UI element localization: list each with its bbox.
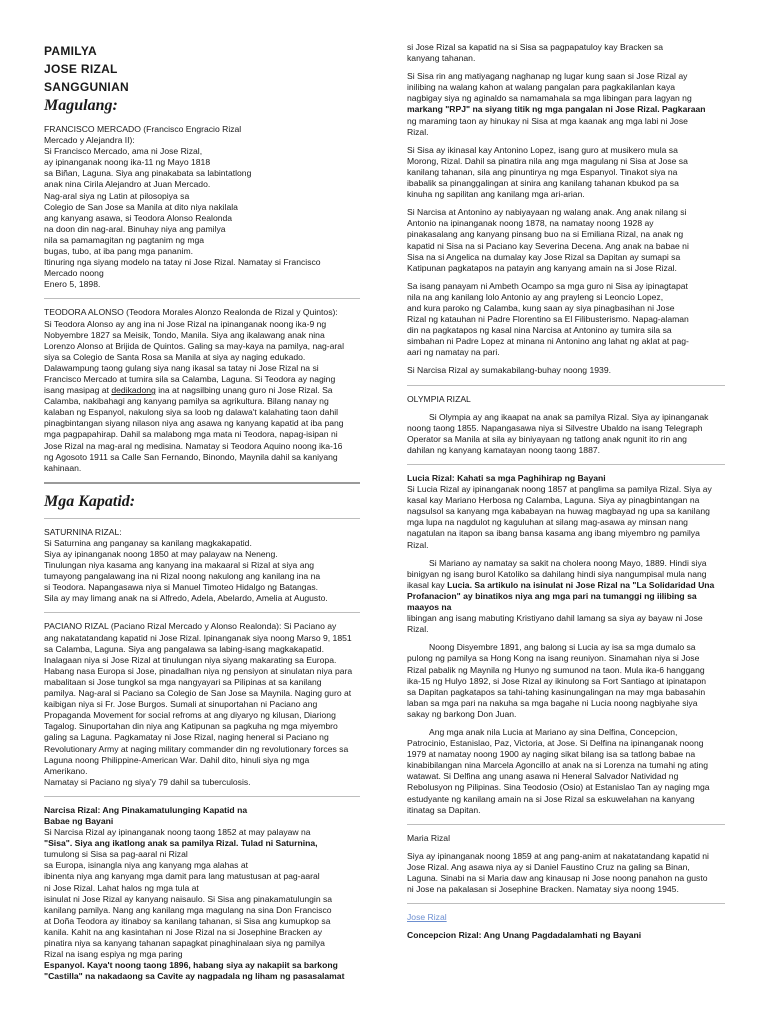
teodora-paragraph xyxy=(44,307,360,473)
divider xyxy=(407,385,725,386)
francisco-paragraph: FRANCISCO MERCADO (Francisco Engracio Rizal Mercado y Alejandra II): Si Francisco Mercado, ama ni Jose Rizal, ay ipinanganak noong ika-11 ng Mayo 1818 sa Biñan, Laguna. Siya ang pinakabata sa labintatlong anak nina Cirila Alejandro at Juan Mercado. Nag-aral siya ng Latin at pilosopiya sa Colegio de San Jose sa Manila at dito niya nakilala ang kanyang asawa, si Teodora Alonso Realonda na doon din nag-aral. Binuhay niya ang pamilya nila sa pamamagitan ng pagtanim ng mga bugas, tubo, at iba pang mga pananim. Itinuring nga siyang modelo na tatay ni Jose Rizal. Namatay si Francisco Mercado noong Enero 5, 1898. xyxy=(44,124,321,290)
sisa-grave-text-2: markang "RPJ" na siyang titik ng mga pangalan ni Jose Rizal. Pagkaraan xyxy=(407,104,706,115)
narcisa-paragraph xyxy=(44,827,360,982)
title-line-2: JOSE RIZAL xyxy=(44,62,118,76)
magulang-heading: Magulang: xyxy=(44,97,118,114)
title-line-3: SANGGUNIAN xyxy=(44,80,130,94)
olympia-paragraph: Si Olympia ay ang ikaapat na anak sa pamilya Rizal. Siya ay ipinanganak noong taong 1855. Napangasawa niya si Silvestre Ubaldo na isang Telegraph Operator sa Manila at sila ay biniyayaan ng tatlong anak ngunit ito rin ang dahilan ng kanyang kamatayan noong taong 1887. xyxy=(407,411,709,455)
divider xyxy=(44,482,360,484)
kapatid-heading: Mga Kapatid: xyxy=(44,492,136,510)
jose-rizal-link[interactable]: Jose Rizal xyxy=(407,912,447,923)
lucia-later-paragraph: Noong Disyembre 1891, ang balong si Lucia ay isa sa mga dumalo sa pulong ng pamilya sa Hong Kong na isang reuniyon. Sinamahan niya si Jose Rizal pabalik ng Maynila ng Hunyo ng sumunod na taon. Mula ika-6 hanggang ika-15 ng Hulyo 1892, si Jose Rizal ay ikinulong sa Fort Santiago at ipinatapon sa Dapitan pagkatapos sa tahi-tahing kasinungalingan na may mga babasahin laban sa mga pari na nakuha sa mga bagahe ni Lucia noong nagbiyahe siya sakay ng barkong Don Juan. xyxy=(407,642,707,719)
lucia-title: Lucia Rizal: Kahati sa mga Paghihirap ng Bayani xyxy=(407,473,606,483)
divider xyxy=(44,298,360,299)
teodora-text-1: TEODORA ALONSO (Teodora Morales Alonzo Realonda de Rizal y Quintos): Si Teodora Alonso ay ang ina ni Jose Rizal na ipinanganak noong ika-9 ng Nobyembre 1827 sa Meisik, Tondo, Manila. Siya ang ikalawang anak nina Lorenzo Alonso at Brijida de Quintos. Galing sa may-kaya na pamilya, nag-aral siya sa Colegio de Santa Rosa sa Manila at siya ay naging edukado. Dalawampung taong gulang siya nang ikasal sa tatay ni Jose Rizal na si Francisco Mercado at tumira sila sa Calamba, Laguna. Si Teodora ay naging isang masipag at xyxy=(44,307,344,396)
lucia-children-paragraph: Ang mga anak nila Lucia at Mariano ay sina Delfina, Concepcion, Patrocinio, Estanislao, Paz, Victoria, at Jose. Si Delfina na ipinanganak noong 1979 at namatay noong 1900 ay naging sikat bilang isa sa tatlong babae na kinabibilangan nina Marcela Agoncillo at anak na si Lorenza na tumahi ng ating watawat. Si Delfina ang unang asawa ni Heneral Salvador Natividad ng Rebolusyon ng Pilipinas. Sina Teodosio (Osio) at Estanislao Tan ay naging mga estudyante ng kanilang amain na si Jose Rizal sa eskuwelahan na kanyang itinatag sa Dapitan. xyxy=(407,726,710,815)
divider xyxy=(44,796,360,797)
narcisa-continued: si Jose Rizal sa kapatid na si Sisa sa pagpapatuloy kay Bracken sa kanyang tahanan. xyxy=(407,42,664,64)
narcisa-death: Si Narcisa Rizal ay sumakabilang-buhay noong 1939. xyxy=(407,365,611,376)
sisa-grave-text-1: Si Sisa rin ang matiyagang naghanap ng lugar kung saan si Jose Rizal ay inilibing na walang kahon at walang pangalan para pagkakilanlan kaya nagbigay siya ng aginaldo sa namamahala sa mga libingan para lagyan ng xyxy=(407,71,692,104)
divider xyxy=(407,903,725,904)
concepcion-title: Concepcion Rizal: Ang Unang Pagdadalamhati ng Bayani xyxy=(407,930,642,941)
teodora-underlined-word: dedikadong xyxy=(111,385,156,396)
narcisa-text-3: tumulong si Sisa sa pag-aaral ni Rizal sa Europa, isinangla niya ang kanyang mga alahas at ibinenta niya ang kanyang mga damit para lang matustusan at pag-aaral ni Jose Rizal. Lahat halos ng mga tula at isinulat ni Jose Rizal ay kanyang naisaulo. Si Sisa ang pinakamatulungin sa kanilang pamilya. Nang ang kanilang mga magulang na sina Don Francisco at Doña Teodora ay itinaboy sa kanilang tahanan, si Sisa ang kumupkop sa kanila. Kahit na ang kasintahan ni Jose Rizal na si Josephine Bracken ay pinatira niya sa kanyang tahanan sapagkat pinaghinalaan siya ng pamilya Rizal na isang espiya ng mga paring xyxy=(44,849,333,960)
narcisa-title: Narcisa Rizal: Ang Pinakamatulunging Kapatid na Babae ng Bayani xyxy=(44,804,248,826)
sisa-grave-text-3: ng maraming taon ay hinukay ni Sisa at mga kaanak ang mga labi ni Jose Rizal. xyxy=(407,115,688,137)
saturnina-title: SATURNINA RIZAL: xyxy=(44,526,122,537)
olympia-title: OLYMPIA RIZAL xyxy=(407,393,471,404)
narcisa-text-1: Si Narcisa Rizal ay ipinanganak noong taong 1852 at may palayaw na xyxy=(44,827,311,838)
right-column xyxy=(407,42,725,948)
mariano-text-3: libingan ang isang mabuting Kristiyano dahil lamang sa siya ay bayaw ni Jose Rizal. xyxy=(407,613,703,635)
divider xyxy=(44,518,360,519)
lucia-paragraph: Si Lucia Rizal ay ipinanganak noong 1857 at panglima sa pamilya Rizal. Siya ay kasal kay Mariano Herbosa ng Calamba, Laguna. Siya ay pinagbintangan na nagsulsol sa kanyang mga kababayan na huwag magbayad ng upa sa kanilang mga lupa na nagdulot ng kaguluhan at silang mag-asawa ay minsan nang nagatulan na itapon sa ibang bansa kasama ang ibang miyembro ng pamilya Rizal. xyxy=(407,484,712,550)
mariano-text-2: Lucia. Sa artikulo na isinulat ni Jose Rizal na "La Solidaridad Una Profanacion" ay binatikos niya ang mga pari na tumanggi ng iilibing sa maayos na xyxy=(407,579,715,613)
mariano-text-1: Si Mariano ay namatay sa sakit na cholera noong Mayo, 1889. Hindi siya binigyan ng isang burol Katoliko sa dahilang hindi siya nangumpisal mula nang ikasal kay xyxy=(407,557,707,590)
saturnina-paragraph: Si Saturnina ang panganay sa kanilang magkakapatid. Siya ay ipinanganak noong 1850 at may palayaw na Neneng. Tinulungan niya kasama ang kanyang ina makaaral si Rizal at siya ang tumayong pangalawang ina ni Rizal noong nakulong ang kanilang ina na si Teodora. Napangasawa niya si Manuel Timoteo Hidalgo ng Batangas. Sila ay may limang anak na si Alfredo, Adela, Abelardo, Amelia at Augusto. xyxy=(44,537,328,604)
maria-paragraph: Siya ay ipinanganak noong 1859 at ang pang-anim at nakatatandang kapatid ni Jose Rizal. Ang asawa niya ay si Daniel Faustino Cruz na galing sa Binan, Laguna. Sinabi na si Maria daw ang kinausap ni Jose noong panahon na gusto ni Jose na pakalasan si Josephine Bracken. Namatay siya noong 1945. xyxy=(407,850,709,895)
narcisa-text-2: "Sisa". Siya ang ikatlong anak sa pamilya Rizal. Tulad ni Saturnina, xyxy=(44,838,318,849)
divider xyxy=(407,464,725,465)
divider xyxy=(44,612,360,613)
divider xyxy=(407,824,725,825)
sisa-lopez-paragraph: Si Sisa ay ikinasal kay Antonino Lopez, isang guro at musikero mula sa Morong, Rizal. Dahil sa pinatira nila ang mga magulang ni Sisa at Jose sa kanilang tahanan, sila ang pinuntirya ng mga Espanyol. Tinakot siya na ibabalik sa pinanggalingan at sinira ang kanilang tahanan kbukod pa sa kinuha ng sapilitan ang kanilang mga ari-arian. xyxy=(407,144,688,200)
sisa-children-paragraph: Si Narcisa at Antonino ay nabiyayaan ng walang anak. Ang anak nilang si Antonio na ipinanganak noong 1878, na namatay noong 1928 ay pinakasalang ang kanyang pinsang buo na si Emiliana Rizal, na anak ng kapatid ni Sisa na si Paciano kay Severina Decena. Ang anak na babae ni Sisa na si Angelica na dumalay kay Jose Rizal sa Dapitan ay sumapi sa Katipunan pagkatapos na patayin ang kanyang amain na si Jose Rizal. xyxy=(407,207,689,273)
narcisa-text-4: Espanyol. Kaya't noong taong 1896, habang siya ay nakapiit sa barkong "Castilla" na nakadaong sa Cavite ay nagpadala ng liham ng pasasalamat xyxy=(44,960,345,982)
title-line-1: PAMILYA xyxy=(44,44,98,58)
paciano-paragraph: PACIANO RIZAL (Paciano Rizal Mercado y Alonso Realonda): Si Paciano ay ang nakatatandang kapatid ni Jose Rizal. Ipinanganak siya noong Marso 9, 1851 sa Calamba, Laguna. Siya ang pangalawa sa labing-isang magkakapatid. Inalagaan niya si Jose Rizal at tinulungan niya siyang makarating sa Europa. Habang nasa Europa si Jose, pinadalhan niya ng pensiyon at sinulatan niya para mabalitaan si Jose tungkol sa mga nangyayari sa Pilipinas at sa kanilang pamilya. Nag-aral si Paciano sa Colegio de San Jose sa Maynila. Naging guro at kaibigan niya si Fr. Jose Burgos. Sumali at sinuportahan ni Paciano ang Propaganda Movement for social refroms at ang diyaryo ng kilusan, Diariong Tagalog. Sinuportahan din niya ang Katipunan sa pagkuha ng mga miyembro galing sa Laguna. Pagkamatay ni Jose Rizal, naging heneral si Paciano ng Revolutionary Army at naging military commander din ng revolutionary forces sa Laguna noong Philippine-American War. Dahil dito, hinuli siya ng mga Amerikano. Namatay si Paciano ng siya'y 79 dahil sa tuberculosis. xyxy=(44,621,353,787)
ocampo-paragraph: Sa isang panayam ni Ambeth Ocampo sa mga guro ni Sisa ay ipinagtapat nila na ang kanilang lolo Antonio ay ang prayleng si Leoncio Lopez, and kura paroko ng Calamba, kung saan ay siya pinagbasihan ni Jose Rizal ng katauhan ni Padre Florentino sa El Filibusterismo. Napag-alaman din na pagkatapos ng kasal nina Narcisa at Antonino ay tumira sila sa simbahan ni Padre Lopez at minana ni Antonino ang lahat ng aklat at pag- aari ng namatay na pari. xyxy=(407,280,689,358)
sisa-grave-paragraph xyxy=(407,71,725,138)
maria-title: Maria Rizal xyxy=(407,832,450,843)
mariano-paragraph xyxy=(407,558,725,636)
left-column xyxy=(44,42,360,989)
teodora-text-2: ina at nagsilbing unang guro ni Jose Rizal. Sa Calamba, nakibahagi ang kanyang pamilya sa agrikultura. Bilang nanay ng kalaban ng Espanyol, nakulong siya sa loob ng dalawa't kalahating taon dahil pinagbintangan siyang nilason niya ang asawa ng kanyang kapatid at iba pang mga pagpapahirap. Dahil sa malabong mga mata ni Teodora, napag-isipan ni Jose Rizal na mag-aral ng medisina. Namatay si Teodora Aquino noong ika-16 ng Agosoto 1911 sa Calle San Fernando, Binondo, Maynila dahil sa kaniyang kahinaan. xyxy=(44,385,344,473)
